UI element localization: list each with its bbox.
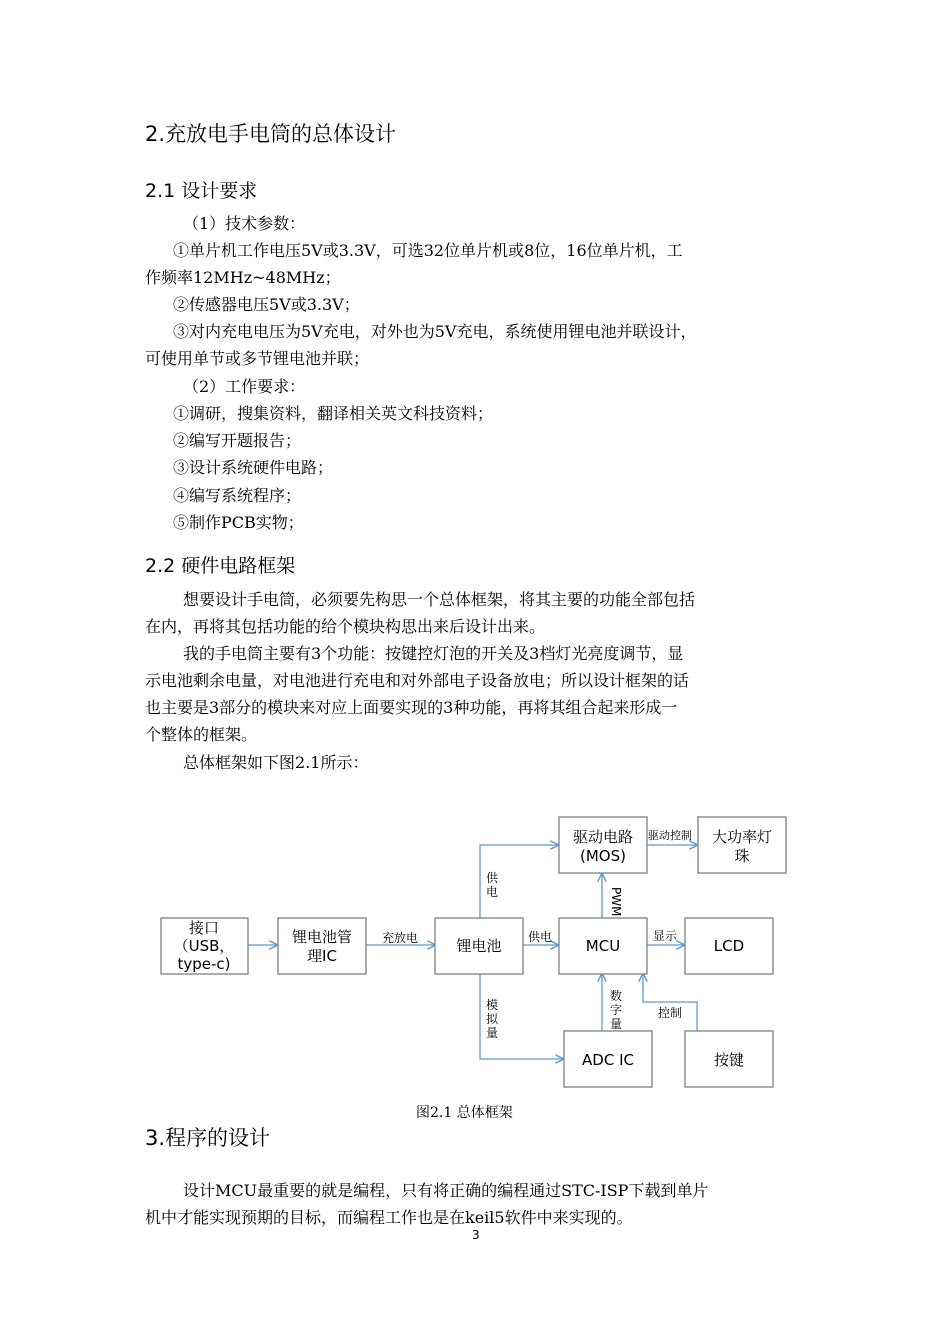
charge-ic-label: 锂电池管 xyxy=(291,928,353,946)
paragraph: ⑤制作PCB实物； xyxy=(173,513,304,532)
heading-2-2: 2.2 硬件电路框架 xyxy=(145,555,296,577)
connector-label: 充放电 xyxy=(382,931,419,945)
paragraph: 个整体的框架。 xyxy=(145,725,258,744)
driver-label: 驱动电路 xyxy=(572,828,634,846)
connector-label: 驱动控制 xyxy=(648,829,692,842)
box-charge-ic xyxy=(278,918,366,974)
connector-label: 供 xyxy=(486,871,499,885)
paragraph: 可使用单节或多节锂电池并联； xyxy=(145,349,370,368)
connector-label: 电 xyxy=(486,885,499,899)
led-label: 大功率灯 xyxy=(711,828,773,846)
paragraph: 设计MCU最重要的就是编程，只有将正确的编程通过STC-ISP下载到单片 xyxy=(183,1181,709,1200)
paragraph: （1）技术参数： xyxy=(183,214,306,233)
heading-2-1: 2.1 设计要求 xyxy=(145,180,258,202)
interface-label: type-c) xyxy=(177,955,231,973)
connector-label: 控制 xyxy=(658,1006,683,1020)
paragraph: 总体框架如下图2.1所示： xyxy=(183,753,369,772)
paragraph: 作频率12MHz~48MHz； xyxy=(145,268,341,287)
paragraph: ②编写开题报告； xyxy=(173,431,302,450)
paragraph: ③对内充电电压为5V充电，对外也为5V充电，系统使用锂电池并联设计， xyxy=(173,322,697,341)
paragraph: ①调研，搜集资料，翻译相关英文科技资料； xyxy=(173,404,494,423)
charge-ic-label: 理IC xyxy=(307,947,337,965)
connector-label: 字 xyxy=(610,1003,623,1017)
key-label: 按键 xyxy=(713,1051,745,1069)
paragraph: 想要设计手电筒，必须要先构思一个总体框架，将其主要的功能全部包括 xyxy=(183,590,696,609)
paragraph: 在内，再将其包括功能的给个模块构思出来后设计出来。 xyxy=(145,617,546,636)
heading-2: 2.充放电手电筒的总体设计 xyxy=(145,122,397,146)
led-label: 珠 xyxy=(734,847,750,865)
paragraph: 也主要是3部分的模块来对应上面要实现的3种功能，再将其组合起来形成一 xyxy=(145,698,678,717)
connector-label: PWM xyxy=(609,887,623,917)
paragraph: ②传感器电压5V或3.3V； xyxy=(173,295,360,314)
interface-label: 接口 xyxy=(188,919,220,937)
page-number: 3 xyxy=(472,1228,480,1242)
paragraph: 机中才能实现预期的目标，而编程工作也是在keil5软件中来实现的。 xyxy=(145,1208,633,1227)
paragraph: （2）工作要求： xyxy=(183,377,306,396)
connector-label: 模 xyxy=(486,998,499,1012)
heading-3: 3.程序的设计 xyxy=(145,1126,271,1150)
paragraph: ④编写系统程序； xyxy=(173,486,302,505)
battery-label: 锂电池 xyxy=(456,937,502,955)
adc-label: ADC IC xyxy=(582,1051,634,1069)
connector-label: 显示 xyxy=(653,929,678,943)
figure-caption: 图2.1 总体框架 xyxy=(416,1105,513,1121)
arrow-key-to-mcu xyxy=(643,974,697,1031)
connector-label: 供电 xyxy=(528,930,553,944)
connector-label: 数 xyxy=(610,989,623,1003)
mcu-label: MCU xyxy=(585,937,621,955)
driver-label: (MOS) xyxy=(580,847,626,865)
paragraph: 我的手电筒主要有3个功能：按键控灯泡的开关及3档灯光亮度调节，显 xyxy=(183,644,684,663)
paragraph: ①单片机工作电压5V或3.3V，可选32位单片机或8位，16位单片机，工 xyxy=(173,241,683,260)
paragraph: 示电池剩余电量，对电池进行充电和对外部电子设备放电；所以设计框架的话 xyxy=(145,671,690,690)
connector-label: 拟 xyxy=(486,1012,499,1026)
connector-label: 量 xyxy=(610,1017,623,1031)
lcd-label: LCD xyxy=(713,937,745,955)
paragraph: ③设计系统硬件电路； xyxy=(173,458,334,477)
connector-label: 量 xyxy=(486,1026,499,1040)
interface-label: （USB， xyxy=(173,937,235,955)
